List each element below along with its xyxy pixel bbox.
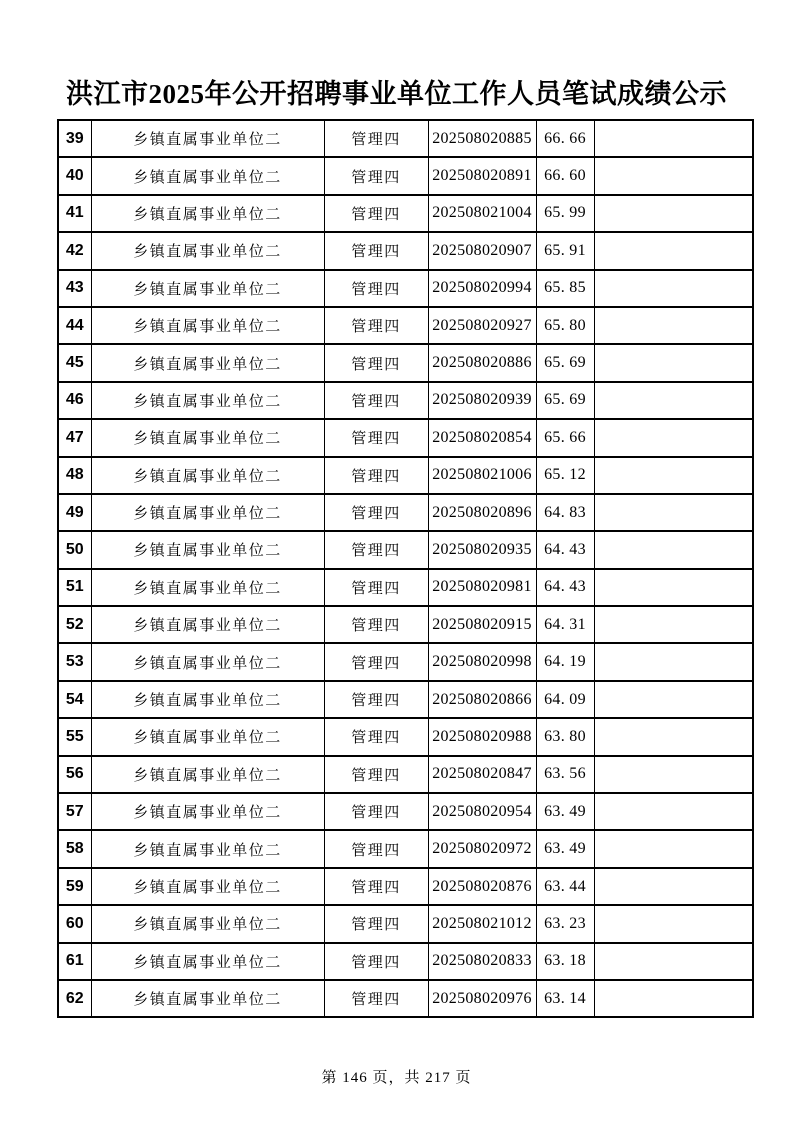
cell-rank-number: 43 [58,270,91,307]
score-table-body [58,120,753,1017]
table-row [58,905,753,942]
cell-remark [594,307,753,344]
table-row [58,606,753,643]
cell-remark [594,905,753,942]
cell-exam-number: 202508020891 [428,157,536,194]
cell-exam-number: 202508020981 [428,569,536,606]
cell-rank-number: 52 [58,606,91,643]
table-row [58,344,753,381]
cell-score: 63. 18 [536,943,594,980]
cell-exam-number: 202508020847 [428,756,536,793]
cell-exam-number: 202508020927 [428,307,536,344]
cell-position: 管理四 [324,382,428,419]
cell-remark [594,232,753,269]
cell-position: 管理四 [324,419,428,456]
cell-unit-name: 乡镇直属事业单位二 [91,531,324,568]
cell-remark [594,419,753,456]
cell-score: 63. 44 [536,868,594,905]
table-row [58,569,753,606]
table-row [58,120,753,157]
cell-exam-number: 202508021006 [428,457,536,494]
cell-score: 64. 09 [536,681,594,718]
table-row [58,943,753,980]
cell-position: 管理四 [324,606,428,643]
cell-position: 管理四 [324,494,428,531]
table-row [58,643,753,680]
cell-rank-number: 42 [58,232,91,269]
cell-exam-number: 202508020976 [428,980,536,1017]
cell-position: 管理四 [324,344,428,381]
cell-rank-number: 56 [58,756,91,793]
table-row [58,531,753,568]
cell-unit-name: 乡镇直属事业单位二 [91,382,324,419]
cell-exam-number: 202508021012 [428,905,536,942]
table-row [58,980,753,1017]
cell-remark [594,830,753,867]
cell-unit-name: 乡镇直属事业单位二 [91,756,324,793]
cell-unit-name: 乡镇直属事业单位二 [91,307,324,344]
cell-position: 管理四 [324,643,428,680]
cell-unit-name: 乡镇直属事业单位二 [91,494,324,531]
cell-remark [594,270,753,307]
cell-remark [594,643,753,680]
cell-remark [594,531,753,568]
cell-remark [594,120,753,157]
page-title: 洪江市2025年公开招聘事业单位工作人员笔试成绩公示 [66,79,727,109]
cell-exam-number: 202508020998 [428,643,536,680]
cell-unit-name: 乡镇直属事业单位二 [91,457,324,494]
cell-unit-name: 乡镇直属事业单位二 [91,232,324,269]
cell-score: 65. 99 [536,195,594,232]
cell-unit-name: 乡镇直属事业单位二 [91,606,324,643]
table-row [58,868,753,905]
table-row [58,195,753,232]
cell-position: 管理四 [324,569,428,606]
cell-unit-name: 乡镇直属事业单位二 [91,120,324,157]
cell-score: 64. 31 [536,606,594,643]
cell-score: 64. 83 [536,494,594,531]
cell-exam-number: 202508020896 [428,494,536,531]
cell-unit-name: 乡镇直属事业单位二 [91,270,324,307]
cell-rank-number: 44 [58,307,91,344]
table-row [58,232,753,269]
cell-exam-number: 202508021004 [428,195,536,232]
cell-exam-number: 202508020876 [428,868,536,905]
table-row [58,419,753,456]
cell-position: 管理四 [324,531,428,568]
cell-position: 管理四 [324,307,428,344]
cell-score: 63. 23 [536,905,594,942]
cell-exam-number: 202508020907 [428,232,536,269]
cell-exam-number: 202508020833 [428,943,536,980]
cell-score: 65. 91 [536,232,594,269]
cell-remark [594,980,753,1017]
cell-remark [594,756,753,793]
cell-position: 管理四 [324,120,428,157]
cell-unit-name: 乡镇直属事业单位二 [91,344,324,381]
cell-position: 管理四 [324,793,428,830]
cell-rank-number: 62 [58,980,91,1017]
cell-rank-number: 53 [58,643,91,680]
cell-exam-number: 202508020915 [428,606,536,643]
cell-score: 65. 85 [536,270,594,307]
cell-position: 管理四 [324,270,428,307]
page-footer: 第 146 页，共 217 页 [321,1070,472,1086]
cell-rank-number: 57 [58,793,91,830]
cell-exam-number: 202508020866 [428,681,536,718]
cell-remark [594,606,753,643]
cell-exam-number: 202508020854 [428,419,536,456]
cell-exam-number: 202508020935 [428,531,536,568]
cell-rank-number: 48 [58,457,91,494]
cell-rank-number: 58 [58,830,91,867]
cell-rank-number: 46 [58,382,91,419]
cell-unit-name: 乡镇直属事业单位二 [91,718,324,755]
cell-score: 63. 56 [536,756,594,793]
table-row [58,270,753,307]
cell-remark [594,157,753,194]
cell-remark [594,382,753,419]
cell-rank-number: 61 [58,943,91,980]
cell-rank-number: 49 [58,494,91,531]
cell-exam-number: 202508020939 [428,382,536,419]
cell-exam-number: 202508020886 [428,344,536,381]
cell-unit-name: 乡镇直属事业单位二 [91,793,324,830]
cell-score: 63. 49 [536,830,594,867]
cell-position: 管理四 [324,681,428,718]
cell-score: 65. 80 [536,307,594,344]
cell-remark [594,344,753,381]
cell-rank-number: 54 [58,681,91,718]
cell-position: 管理四 [324,905,428,942]
cell-position: 管理四 [324,756,428,793]
cell-rank-number: 55 [58,718,91,755]
cell-rank-number: 59 [58,868,91,905]
cell-score: 63. 49 [536,793,594,830]
cell-score: 66. 60 [536,157,594,194]
cell-exam-number: 202508020954 [428,793,536,830]
cell-unit-name: 乡镇直属事业单位二 [91,419,324,456]
cell-rank-number: 41 [58,195,91,232]
cell-unit-name: 乡镇直属事业单位二 [91,157,324,194]
cell-remark [594,718,753,755]
cell-rank-number: 47 [58,419,91,456]
cell-score: 66. 66 [536,120,594,157]
cell-score: 65. 12 [536,457,594,494]
cell-unit-name: 乡镇直属事业单位二 [91,868,324,905]
cell-remark [594,569,753,606]
table-row [58,307,753,344]
table-row [58,756,753,793]
cell-remark [594,494,753,531]
score-table [57,119,754,1018]
cell-remark [594,195,753,232]
cell-remark [594,793,753,830]
cell-position: 管理四 [324,232,428,269]
table-row [58,830,753,867]
cell-remark [594,868,753,905]
cell-unit-name: 乡镇直属事业单位二 [91,681,324,718]
cell-unit-name: 乡镇直属事业单位二 [91,980,324,1017]
cell-score: 64. 43 [536,531,594,568]
cell-remark [594,457,753,494]
cell-rank-number: 39 [58,120,91,157]
cell-unit-name: 乡镇直属事业单位二 [91,830,324,867]
table-row [58,494,753,531]
cell-unit-name: 乡镇直属事业单位二 [91,905,324,942]
table-row [58,681,753,718]
table-row [58,157,753,194]
cell-position: 管理四 [324,157,428,194]
cell-rank-number: 60 [58,905,91,942]
cell-position: 管理四 [324,457,428,494]
cell-exam-number: 202508020972 [428,830,536,867]
cell-position: 管理四 [324,868,428,905]
cell-unit-name: 乡镇直属事业单位二 [91,195,324,232]
cell-position: 管理四 [324,718,428,755]
cell-rank-number: 45 [58,344,91,381]
cell-rank-number: 51 [58,569,91,606]
cell-unit-name: 乡镇直属事业单位二 [91,569,324,606]
cell-score: 65. 69 [536,382,594,419]
table-row [58,718,753,755]
cell-score: 64. 43 [536,569,594,606]
cell-score: 63. 14 [536,980,594,1017]
table-row [58,457,753,494]
cell-score: 63. 80 [536,718,594,755]
cell-position: 管理四 [324,830,428,867]
cell-remark [594,943,753,980]
cell-position: 管理四 [324,195,428,232]
cell-unit-name: 乡镇直属事业单位二 [91,643,324,680]
cell-exam-number: 202508020994 [428,270,536,307]
cell-exam-number: 202508020885 [428,120,536,157]
cell-score: 64. 19 [536,643,594,680]
cell-remark [594,681,753,718]
cell-rank-number: 50 [58,531,91,568]
cell-position: 管理四 [324,980,428,1017]
cell-unit-name: 乡镇直属事业单位二 [91,943,324,980]
cell-score: 65. 69 [536,344,594,381]
cell-score: 65. 66 [536,419,594,456]
cell-exam-number: 202508020988 [428,718,536,755]
table-row [58,793,753,830]
table-row [58,382,753,419]
cell-position: 管理四 [324,943,428,980]
cell-rank-number: 40 [58,157,91,194]
